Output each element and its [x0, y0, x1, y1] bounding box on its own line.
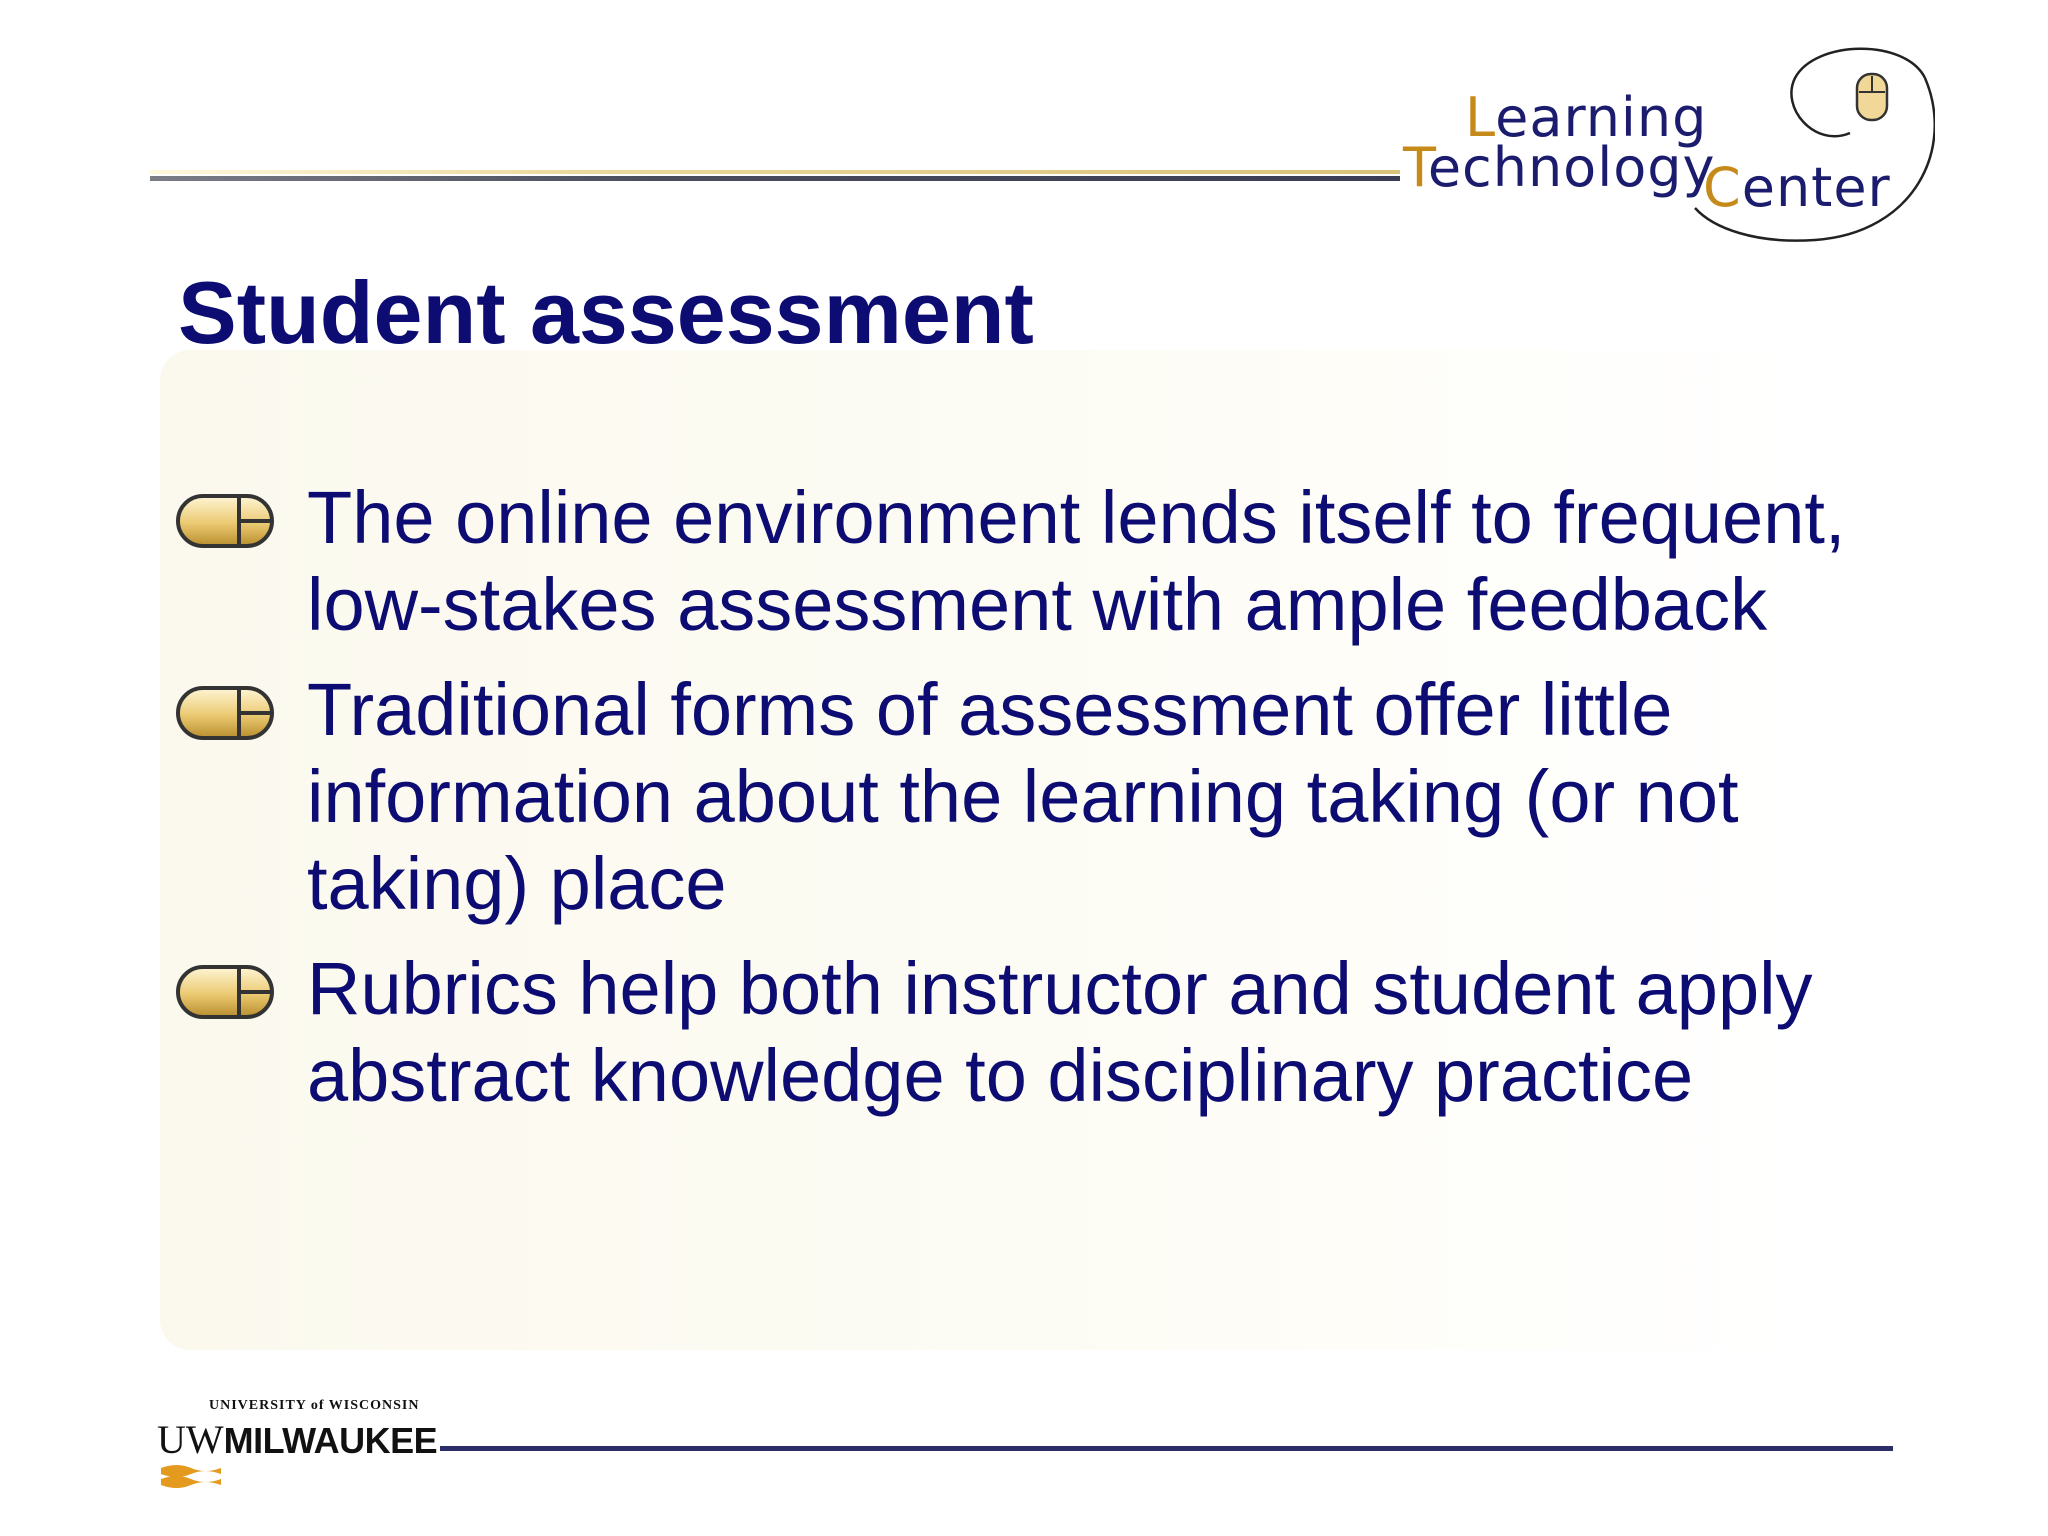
uwm-wordmark: [157, 1417, 438, 1462]
bullet-list: [175, 474, 1935, 1137]
logo-rest-technology: echnology: [1427, 136, 1716, 199]
bullet-item: [175, 474, 1935, 648]
bullet-text: The online environment lends itself to frequent, low-stakes assessment with ample feedback: [307, 476, 1846, 646]
uwm-uw: UW: [157, 1417, 224, 1462]
header-rule-navy: [150, 176, 1400, 181]
logo-cap-c: C: [1703, 156, 1742, 219]
bullet-item: [175, 666, 1935, 927]
computer-mouse-icon: [1857, 74, 1887, 120]
logo-cap-t: T: [1403, 136, 1428, 199]
bullet-text: Rubrics help both instructor and student apply abstract knowledge to disciplinary practice: [307, 947, 1813, 1117]
logo-word-center: [1703, 156, 1891, 219]
uwm-flag-icon: [159, 1462, 223, 1492]
logo-cap-l: L: [1465, 86, 1496, 149]
bullet-text: Traditional forms of assessment offer little information about the learning taking (or not taking) place: [307, 668, 1739, 925]
header-rule: [150, 170, 1400, 182]
mouse-pill-icon: [175, 963, 275, 1021]
mouse-pill-icon: [175, 492, 275, 550]
uwm-university-label: UNIVERSITY of WISCONSIN: [209, 1398, 420, 1413]
header-rule-gold: [150, 170, 1400, 174]
logo-rest-center: enter: [1741, 156, 1891, 219]
uw-milwaukee-logo: [155, 1398, 445, 1498]
uwm-milwaukee: MILWAUKEE: [223, 1420, 438, 1461]
footer-rule: [440, 1446, 1893, 1451]
logo-rest-learning: earning: [1495, 86, 1708, 149]
bullet-item: [175, 945, 1935, 1119]
mouse-pill-icon: [175, 684, 275, 742]
learning-technology-center-logo: [1395, 38, 1935, 248]
logo-word-technology: [1403, 136, 1716, 199]
slide-title: Student assessment: [178, 263, 1034, 362]
